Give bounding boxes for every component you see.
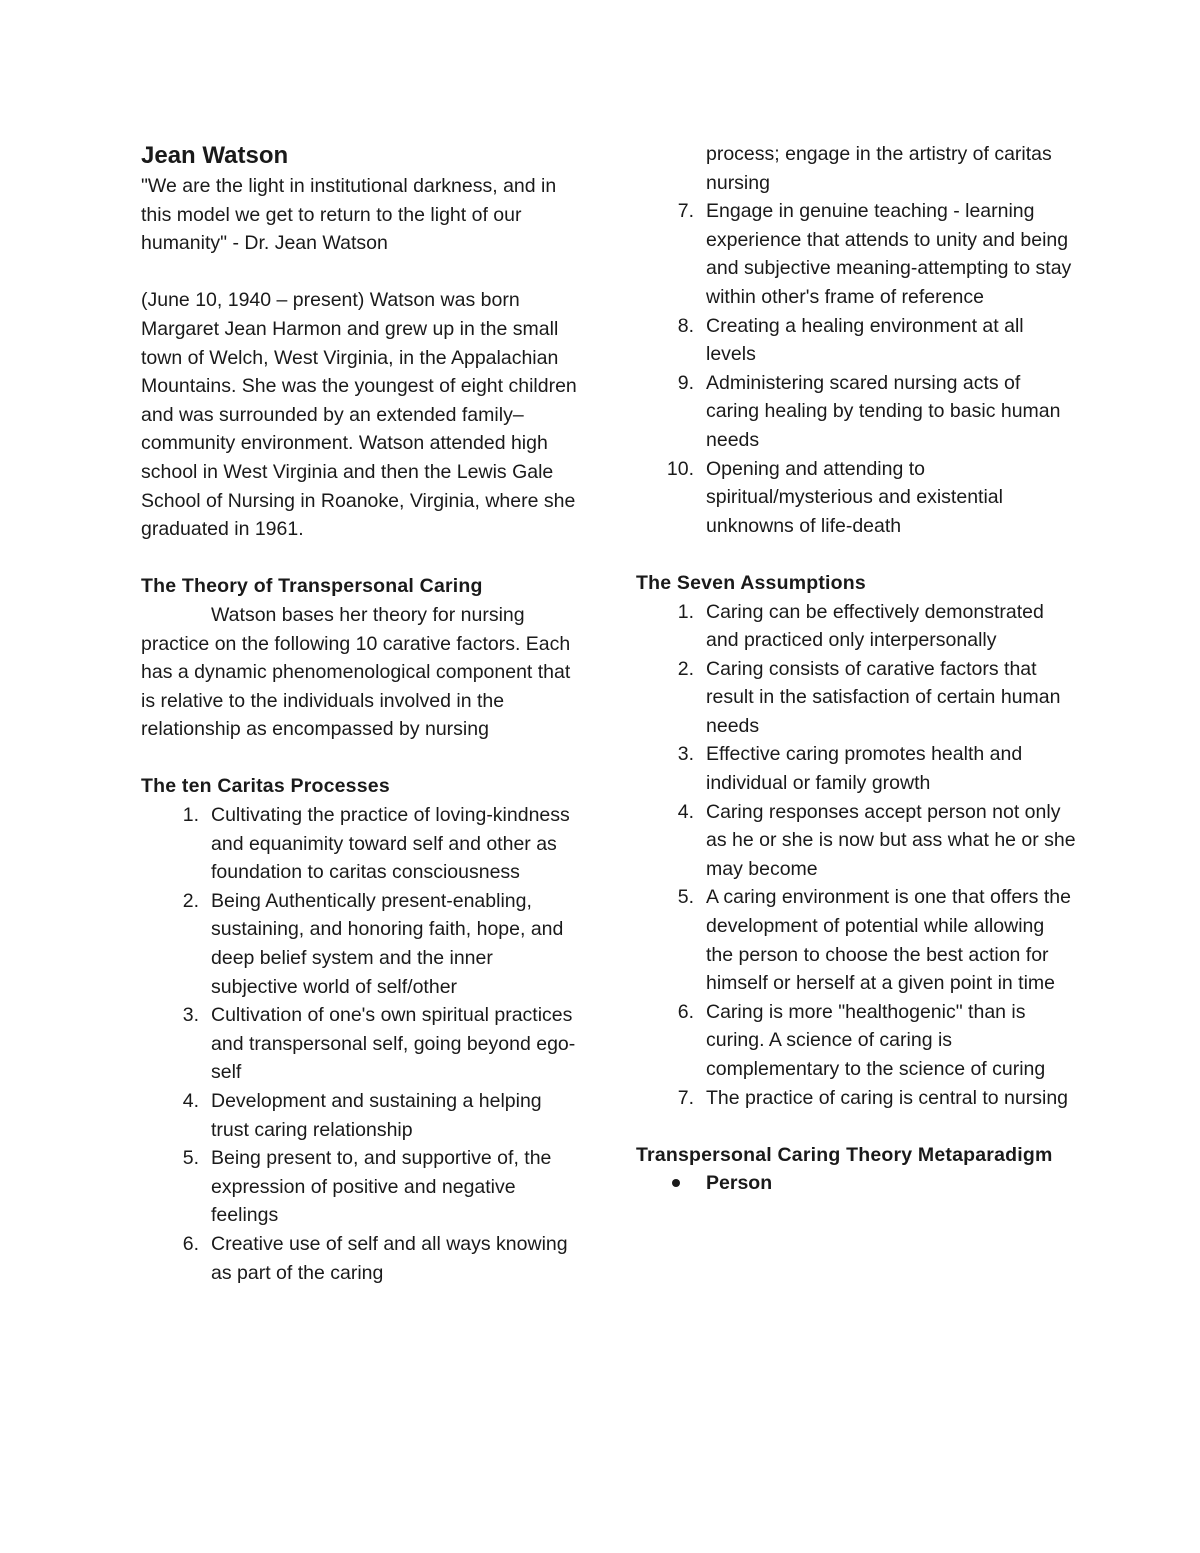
list-number: 9. <box>677 371 694 394</box>
biography-paragraph: (June 10, 1940 – present) Watson was born Margaret Jean Harmon and grew up in the small town of Welch, West Virginia, in the Appalachian Mountains. She was the youngest of eight children and was surrounded by an extended family–community environment. Watson attended high school in West Virginia and then the Lewis Gale School of Nursing in Roanoke, Virginia, where she graduated in 1961. <box>141 289 577 541</box>
list-text: Being present to, and supportive of, the expression of positive and negative feelings <box>211 1147 552 1227</box>
assumption-item <box>636 655 1076 741</box>
document-title: Jean Watson <box>141 142 289 169</box>
theory-paragraph: Watson bases her theory for nursing practice on the following 10 carative factors. Each has a dynamic phenomenological component that is relative to the individuals involved in the relationship as encompassed by nursing <box>141 603 571 741</box>
caritas-item <box>636 197 1076 311</box>
list-number: 6. <box>182 1232 199 1255</box>
caritas-item <box>141 1001 581 1087</box>
list-number: 4. <box>677 800 694 823</box>
list-text: The practice of caring is central to nursing <box>706 1086 1069 1109</box>
list-text: Being Authentically present-enabling, sustaining, and honoring faith, hope, and deep belief system and the inner subjective world of self/other <box>211 889 564 998</box>
list-text: Caring is more "healthogenic" than is curing. A science of caring is complementary to the science of curing <box>706 1000 1046 1080</box>
caritas-item <box>636 312 1076 369</box>
assumption-item <box>636 598 1076 655</box>
list-number: 6. <box>677 1000 694 1023</box>
list-number: 7. <box>677 200 694 223</box>
list-text: Effective caring promotes health and individual or family growth <box>706 743 1023 795</box>
list-text: Opening and attending to spiritual/mysterious and existential unknowns of life-death <box>706 457 1003 537</box>
list-text: Creative use of self and all ways knowing as part of the caring <box>211 1232 568 1284</box>
caritas-item <box>141 887 581 1001</box>
list-number: 3. <box>677 743 694 766</box>
list-text: Person <box>706 1172 773 1195</box>
list-text: Development and sustaining a helping trust caring relationship <box>211 1090 542 1141</box>
assumption-item <box>636 883 1076 997</box>
list-number: 4. <box>182 1090 199 1112</box>
caritas-heading: The ten Caritas Processes <box>141 775 390 798</box>
caritas-item <box>141 1144 581 1230</box>
assumption-item <box>636 740 1076 797</box>
assumption-item <box>636 1084 1076 1113</box>
list-number: 1. <box>182 804 199 827</box>
theory-heading: The Theory of Transpersonal Caring <box>141 575 483 598</box>
list-number: 5. <box>677 886 694 909</box>
caritas-item <box>141 1087 581 1144</box>
list-number: 10. <box>666 457 694 480</box>
list-number: 2. <box>182 889 199 912</box>
list-number: 3. <box>182 1004 199 1027</box>
opening-quote: "We are the light in institutional darkness, and in this model we get to return to the light of our humanity" - Dr. Jean Watson <box>141 175 557 255</box>
list-text: Caring can be effectively demonstrated and practiced only interpersonally <box>706 600 1044 652</box>
list-text: A caring environment is one that offers the development of potential while allowing the person to choose the best action for himself or herself at a given point in time <box>706 886 1071 995</box>
list-text: Cultivating the practice of loving-kindness and equanimity toward self and other as foundation to caritas consciousness <box>211 804 570 884</box>
list-text: Caring consists of carative factors that result in the satisfaction of certain human needs <box>706 657 1061 737</box>
list-text: Creating a healing environment at all levels <box>706 314 1024 366</box>
list-number: 5. <box>182 1147 199 1170</box>
caritas-item-6-continuation: process; engage in the artistry of caritas nursing <box>706 143 1052 194</box>
list-number: 1. <box>677 600 694 623</box>
metaparadigm-item <box>636 1169 1076 1198</box>
assumptions-list <box>636 598 1076 1113</box>
assumption-item <box>636 798 1076 884</box>
caritas-item <box>636 369 1076 455</box>
caritas-item <box>141 801 581 887</box>
left-column <box>141 140 581 1287</box>
right-column <box>636 140 1076 1198</box>
caritas-list-continued <box>636 197 1076 540</box>
list-number: 2. <box>677 657 694 680</box>
assumptions-heading: The Seven Assumptions <box>636 571 866 594</box>
assumption-item <box>636 998 1076 1084</box>
metaparadigm-heading: Transpersonal Caring Theory Metaparadigm <box>636 1143 1053 1166</box>
list-number: 8. <box>677 314 694 337</box>
list-text: Engage in genuine teaching - learning experience that attends to unity and being and subjective meaning-attempting to stay within other's frame of reference <box>706 200 1072 308</box>
caritas-list <box>141 801 581 1287</box>
list-text: Caring responses accept person not only as he or she is now but ass what he or she may become <box>706 800 1076 880</box>
bullet-icon <box>672 1179 680 1187</box>
metaparadigm-list <box>636 1169 1076 1198</box>
list-number: 7. <box>677 1086 694 1109</box>
list-text: Cultivation of one's own spiritual practices and transpersonal self, going beyond ego-self <box>211 1004 576 1084</box>
caritas-item <box>141 1230 581 1287</box>
list-text: Administering scared nursing acts of caring healing by tending to basic human needs <box>706 371 1061 451</box>
caritas-item <box>636 455 1076 541</box>
